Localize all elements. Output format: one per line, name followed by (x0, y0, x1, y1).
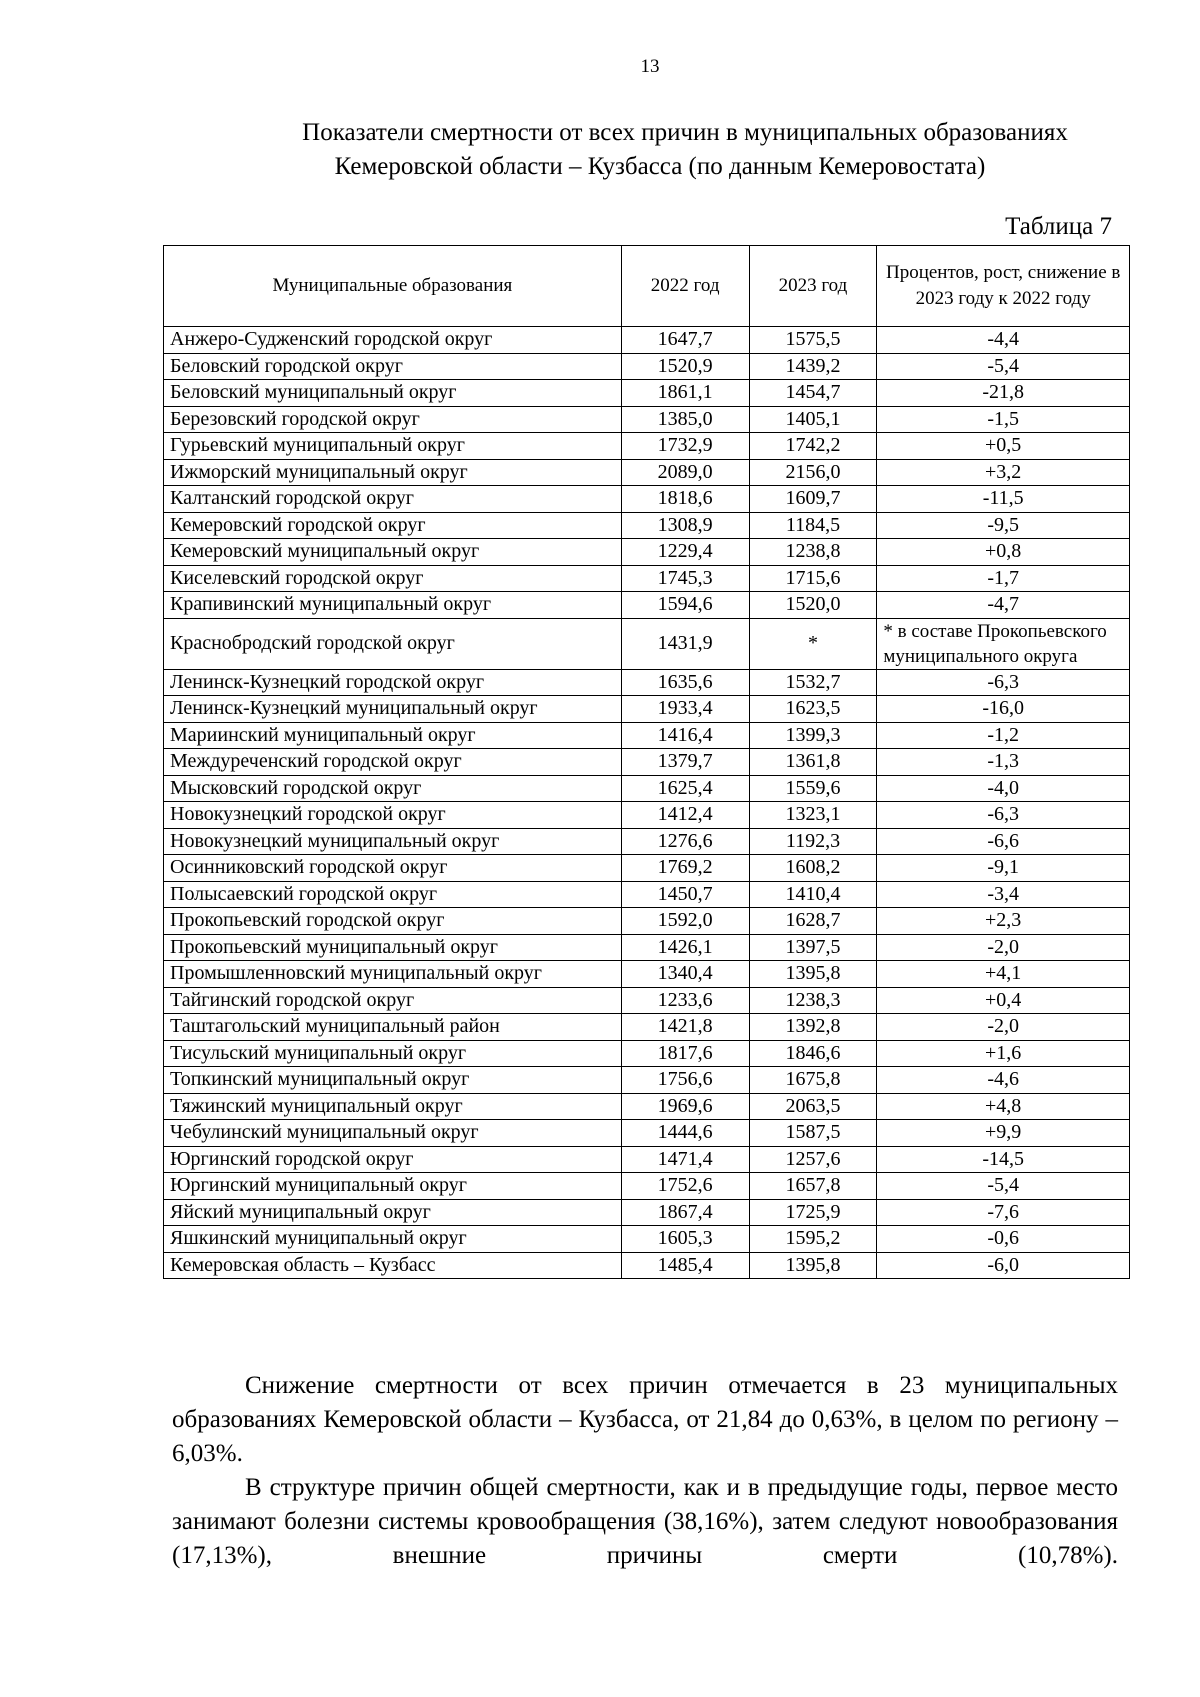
row-2022: 1444,6 (621, 1120, 749, 1147)
row-2022: 1647,7 (621, 327, 749, 354)
row-2023: 1609,7 (749, 486, 877, 513)
row-name: Ижморский муниципальный округ (164, 459, 622, 486)
row-2022: 1732,9 (621, 433, 749, 460)
row-change: -16,0 (877, 696, 1130, 723)
row-2023: 1454,7 (749, 380, 877, 407)
table-row (164, 459, 1130, 486)
row-name: Кемеровская область – Кузбасс (164, 1252, 622, 1279)
table-row (164, 618, 1130, 669)
row-name: Яшкинский муниципальный округ (164, 1226, 622, 1253)
row-2023: 1559,6 (749, 775, 877, 802)
row-name: Ленинск-Кузнецкий городской округ (164, 669, 622, 696)
row-2023: 2156,0 (749, 459, 877, 486)
mortality-table (163, 245, 1130, 1279)
row-2023: 1657,8 (749, 1173, 877, 1200)
table-row (164, 1014, 1130, 1041)
row-change: -1,3 (877, 749, 1130, 776)
row-2022: 1752,6 (621, 1173, 749, 1200)
table-row (164, 1226, 1130, 1253)
table-row (164, 1173, 1130, 1200)
row-2022: 1416,4 (621, 722, 749, 749)
row-2022: 1769,2 (621, 855, 749, 882)
row-2023: 1608,2 (749, 855, 877, 882)
table-row (164, 802, 1130, 829)
table-row (164, 486, 1130, 513)
paragraph-1: Снижение смертности от всех причин отмечается в 23 муниципальных образованиях Кемеровской области – Кузбасса, от 21,84 до 0,63%, в целом по региону – 6,03%. (172, 1372, 1118, 1467)
row-name: Тяжинский муниципальный округ (164, 1093, 622, 1120)
row-2022: 1756,6 (621, 1067, 749, 1094)
table-row (164, 934, 1130, 961)
table-row (164, 1146, 1130, 1173)
row-name: Прокопьевский городской округ (164, 908, 622, 935)
table-row (164, 565, 1130, 592)
row-name: Новокузнецкий городской округ (164, 802, 622, 829)
table-body-part-2 (164, 669, 1130, 1279)
row-change: +9,9 (877, 1120, 1130, 1147)
row-2023: 1595,2 (749, 1226, 877, 1253)
row-change: -1,2 (877, 722, 1130, 749)
row-name: Мариинский муниципальный округ (164, 722, 622, 749)
row-name: Кемеровский муниципальный округ (164, 539, 622, 566)
row-change: +0,4 (877, 987, 1130, 1014)
row-change: -6,0 (877, 1252, 1130, 1279)
row-name: Беловский городской округ (164, 353, 622, 380)
table-body-part-1 (164, 327, 1130, 619)
row-change: +0,5 (877, 433, 1130, 460)
row-name: Юргинский муниципальный округ (164, 1173, 622, 1200)
header-2023: 2023 год (749, 246, 877, 327)
row-2022: 1379,7 (621, 749, 749, 776)
row-name: Полысаевский городской округ (164, 881, 622, 908)
row-2023: 1192,3 (749, 828, 877, 855)
table-row (164, 380, 1130, 407)
table-row (164, 696, 1130, 723)
row-change: -2,0 (877, 1014, 1130, 1041)
row-2022: 1426,1 (621, 934, 749, 961)
row-2023: 1238,3 (749, 987, 877, 1014)
row-2023: 1184,5 (749, 512, 877, 539)
row-name: Кемеровский городской округ (164, 512, 622, 539)
table-row (164, 775, 1130, 802)
row-2022: 1471,4 (621, 1146, 749, 1173)
row-2023: 1397,5 (749, 934, 877, 961)
row-2022: 1969,6 (621, 1093, 749, 1120)
row-2023: 1405,1 (749, 406, 877, 433)
row-change: -4,6 (877, 1067, 1130, 1094)
row-name: Березовский городской округ (164, 406, 622, 433)
row-2022: 1605,3 (621, 1226, 749, 1253)
table-label: Таблица 7 (1005, 213, 1112, 240)
row-name: Прокопьевский муниципальный округ (164, 934, 622, 961)
row-name: Осинниковский городской округ (164, 855, 622, 882)
row-change: +1,6 (877, 1040, 1130, 1067)
row-2023: 1623,5 (749, 696, 877, 723)
row-2023: 1742,2 (749, 433, 877, 460)
row-name: Беловский муниципальный округ (164, 380, 622, 407)
row-2023: 2063,5 (749, 1093, 877, 1120)
row-2022: 1421,8 (621, 1014, 749, 1041)
row-2022: 1594,6 (621, 592, 749, 619)
row-2023: 1361,8 (749, 749, 877, 776)
row-change: -1,5 (877, 406, 1130, 433)
row-change: -5,4 (877, 1173, 1130, 1200)
row-2023: 1395,8 (749, 1252, 877, 1279)
header-municipality: Муниципальные образования (164, 246, 622, 327)
row-change: +0,8 (877, 539, 1130, 566)
page-title (160, 116, 1120, 184)
row-change: -21,8 (877, 380, 1130, 407)
row-name: Междуреченский городской округ (164, 749, 622, 776)
table-row (164, 749, 1130, 776)
row-2023: 1725,9 (749, 1199, 877, 1226)
row-2022: 1276,6 (621, 828, 749, 855)
row-change: -4,0 (877, 775, 1130, 802)
row-change: -1,7 (877, 565, 1130, 592)
row-name: Анжеро-Судженский городской округ (164, 327, 622, 354)
table-row (164, 512, 1130, 539)
row-name: Тайгинский городской округ (164, 987, 622, 1014)
row-change: -11,5 (877, 486, 1130, 513)
row-name: Калтанский городской округ (164, 486, 622, 513)
row-2022: 1867,4 (621, 1199, 749, 1226)
row-name: Новокузнецкий муниципальный округ (164, 828, 622, 855)
row-2023: 1532,7 (749, 669, 877, 696)
row-change: +4,8 (877, 1093, 1130, 1120)
row-name: Ленинск-Кузнецкий муниципальный округ (164, 696, 622, 723)
row-change: +3,2 (877, 459, 1130, 486)
row-2023: 1257,6 (749, 1146, 877, 1173)
row-2023: 1520,0 (749, 592, 877, 619)
table-row (164, 1093, 1130, 1120)
row-name: Промышленновский муниципальный округ (164, 961, 622, 988)
row-2023: 1575,5 (749, 327, 877, 354)
title-line-2: Кемеровской области – Кузбасса (по данным Кемеровостата) (334, 153, 986, 180)
row-2022: 1450,7 (621, 881, 749, 908)
row-name: Чебулинский муниципальный округ (164, 1120, 622, 1147)
row-change: -6,3 (877, 802, 1130, 829)
row-2022: 1308,9 (621, 512, 749, 539)
row-2022: 1745,3 (621, 565, 749, 592)
row-2023: 1392,8 (749, 1014, 877, 1041)
paragraph-2: В структуре причин общей смертности, как и в предыдущие годы, первое место занимают болезни системы кровообращения (38,16%), затем следуют новообразования (17,13%), внешние причины смерти (10,78%). (172, 1474, 1118, 1569)
table-header-row (164, 246, 1130, 327)
table-row (164, 722, 1130, 749)
row-2022: 1818,6 (621, 486, 749, 513)
row-2023: * (749, 618, 877, 669)
table-row (164, 1199, 1130, 1226)
row-2022: 1625,4 (621, 775, 749, 802)
table-row (164, 592, 1130, 619)
row-2023: 1675,8 (749, 1067, 877, 1094)
row-2022: 1233,6 (621, 987, 749, 1014)
row-change: -14,5 (877, 1146, 1130, 1173)
row-2023: 1238,8 (749, 539, 877, 566)
table-row (164, 1040, 1130, 1067)
row-name: Крапивинский муниципальный округ (164, 592, 622, 619)
row-2022: 1485,4 (621, 1252, 749, 1279)
table-row (164, 881, 1130, 908)
row-name: Мысковский городской округ (164, 775, 622, 802)
table-row (164, 406, 1130, 433)
row-change: +2,3 (877, 908, 1130, 935)
row-2022: 1933,4 (621, 696, 749, 723)
row-name: Яйский муниципальный округ (164, 1199, 622, 1226)
row-name: Топкинский муниципальный округ (164, 1067, 622, 1094)
row-2022: 1431,9 (621, 618, 749, 669)
table-row (164, 327, 1130, 354)
row-2022: 1817,6 (621, 1040, 749, 1067)
row-name: Краснобродский городской округ (164, 618, 622, 669)
row-2023: 1587,5 (749, 1120, 877, 1147)
title-line-1: Показатели смертности от всех причин в муниципальных образованиях (302, 119, 1068, 146)
row-name: Киселевский городской округ (164, 565, 622, 592)
table-row (164, 855, 1130, 882)
row-2022: 1340,4 (621, 961, 749, 988)
row-name: Таштагольский муниципальный район (164, 1014, 622, 1041)
row-2022: 1592,0 (621, 908, 749, 935)
row-change: -6,3 (877, 669, 1130, 696)
table-row (164, 1252, 1130, 1279)
row-2023: 1628,7 (749, 908, 877, 935)
row-2022: 1229,4 (621, 539, 749, 566)
table-row (164, 353, 1130, 380)
row-change: -7,6 (877, 1199, 1130, 1226)
table-row (164, 433, 1130, 460)
row-change: -2,0 (877, 934, 1130, 961)
table-row (164, 828, 1130, 855)
table-body-special (164, 618, 1130, 669)
row-change: -6,6 (877, 828, 1130, 855)
row-2022: 1861,1 (621, 380, 749, 407)
row-name: Тисульский муниципальный округ (164, 1040, 622, 1067)
row-2023: 1323,1 (749, 802, 877, 829)
table-row (164, 1120, 1130, 1147)
row-change: -0,6 (877, 1226, 1130, 1253)
page-number: 13 (640, 56, 660, 77)
table-row (164, 1067, 1130, 1094)
row-2023: 1395,8 (749, 961, 877, 988)
row-2022: 1412,4 (621, 802, 749, 829)
row-2022: 2089,0 (621, 459, 749, 486)
row-2023: 1439,2 (749, 353, 877, 380)
header-change: Процентов, рост, снижение в 2023 году к 2022 году (877, 246, 1130, 327)
row-change: -9,5 (877, 512, 1130, 539)
row-name: Юргинский городской округ (164, 1146, 622, 1173)
row-change: -5,4 (877, 353, 1130, 380)
row-2022: 1385,0 (621, 406, 749, 433)
row-2023: 1399,3 (749, 722, 877, 749)
row-change: -4,4 (877, 327, 1130, 354)
row-change: -9,1 (877, 855, 1130, 882)
table-row (164, 987, 1130, 1014)
table-row (164, 669, 1130, 696)
row-2023: 1846,6 (749, 1040, 877, 1067)
row-note: * в составе Прокопьевского муниципального округа (877, 618, 1130, 669)
row-2022: 1520,9 (621, 353, 749, 380)
row-2022: 1635,6 (621, 669, 749, 696)
row-name: Гурьевский муниципальный округ (164, 433, 622, 460)
row-2023: 1410,4 (749, 881, 877, 908)
header-2022: 2022 год (621, 246, 749, 327)
row-change: +4,1 (877, 961, 1130, 988)
table-row (164, 961, 1130, 988)
table-row (164, 908, 1130, 935)
row-2023: 1715,6 (749, 565, 877, 592)
row-change: -4,7 (877, 592, 1130, 619)
row-change: -3,4 (877, 881, 1130, 908)
table-row (164, 539, 1130, 566)
